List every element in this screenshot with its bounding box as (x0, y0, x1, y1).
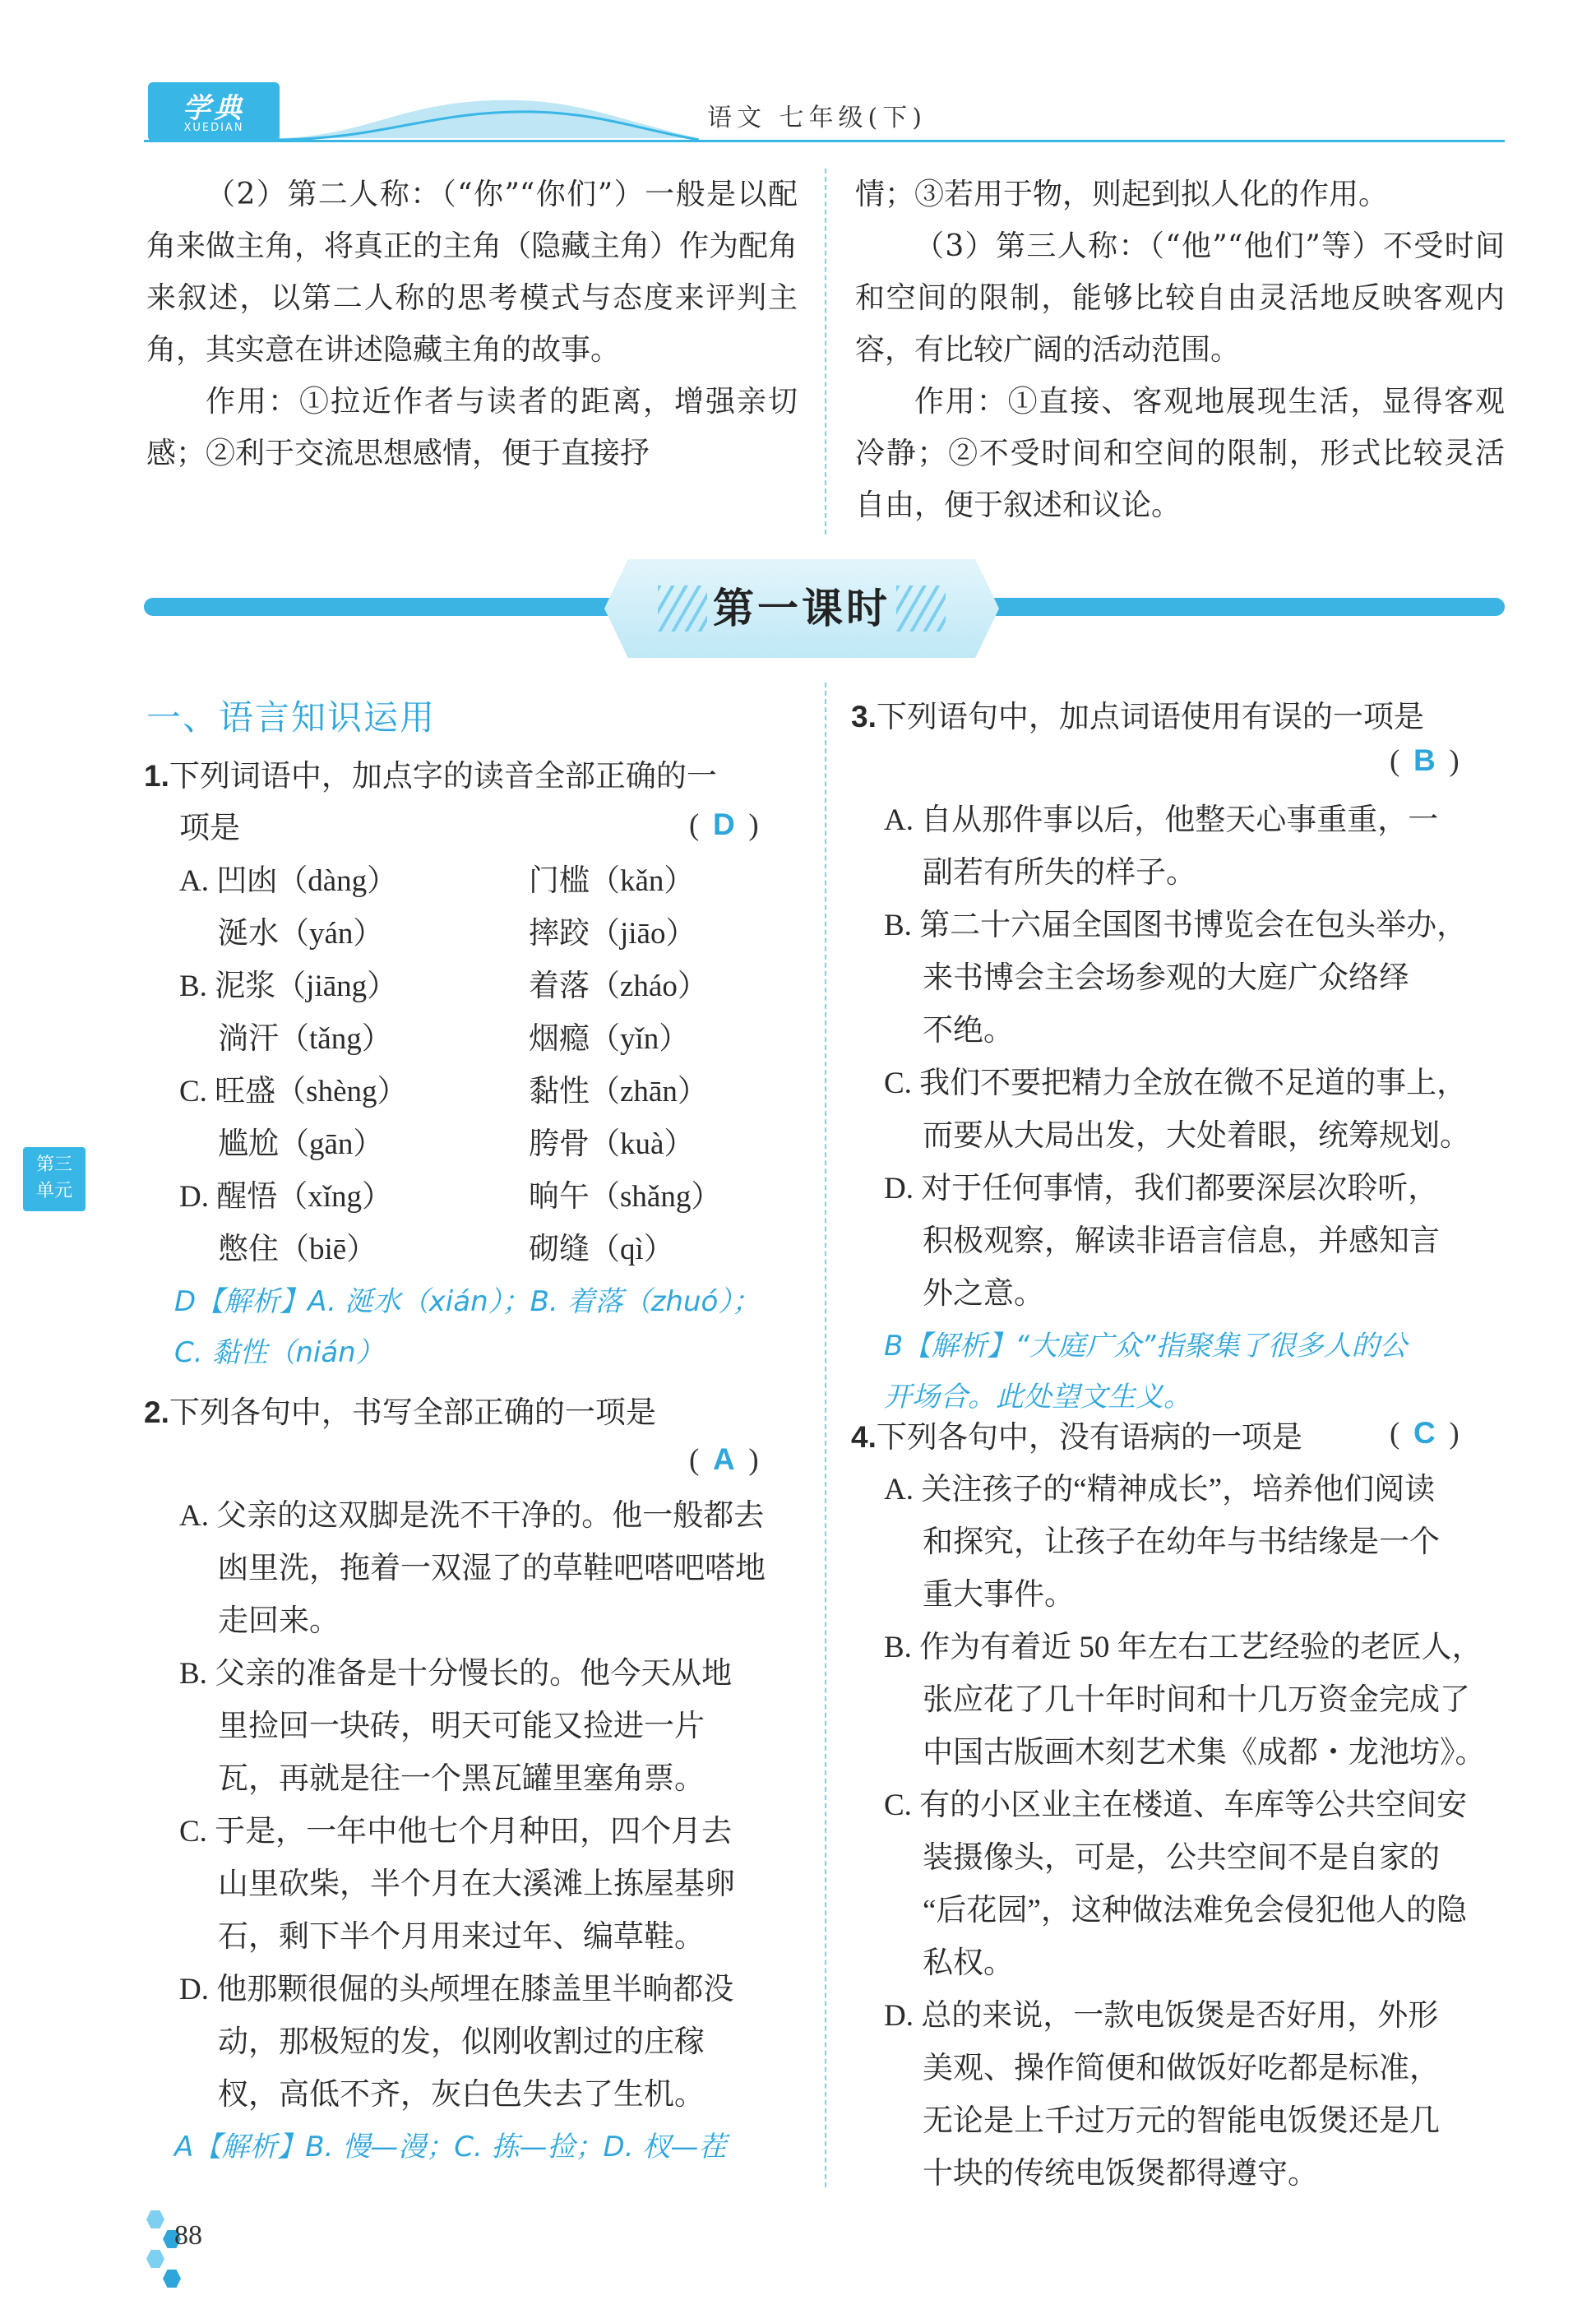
answer-explanation: C. 黏性（nián） (174, 1336, 384, 1369)
option-line: B. 作为有着近 50 年左右工艺经验的老匠人， (884, 1631, 1483, 1664)
answer-bracket: ( A ) (689, 1442, 759, 1477)
page-number: 88 (174, 2220, 202, 2251)
header-wave-decoration (271, 89, 699, 143)
option-a-word-3: 涎水（yán） (218, 917, 384, 951)
intro-paragraph: （2）第二人称：（“你”“你们”）一般是以配角来做主角，将真正的主角（隐藏主角）作为配角来叙述，以第二人称的思考模式与态度来评判主角，其实意在讲述隐藏主角的故事。 (146, 178, 798, 367)
header-subject: 语文 七年级(下) (707, 104, 927, 132)
option-line: 里捡回一块砖，明天可能又捡进一片 (218, 1710, 705, 1743)
hexagon-decoration (146, 2250, 164, 2268)
column-divider (825, 169, 826, 534)
hexagon-decoration (146, 2210, 164, 2228)
option-d-word-1: D. 醒悟（xǐng） (179, 1180, 392, 1214)
intro-paragraph: 作用：①拉近作者与读者的距离，增强亲切感；②利于交流思想感情，便于直接抒 (146, 385, 798, 470)
option-line: B. 父亲的准备是十分慢长的。他今天从地 (179, 1657, 733, 1691)
logo-subtext: XUEDIAN (183, 122, 244, 134)
option-line: 和探究，让孩子在幼年与书结缘是一个 (923, 1525, 1440, 1559)
option-line: D. 对于任何事情，我们都要深层次聆听， (884, 1172, 1439, 1205)
unit-side-tab (23, 1147, 86, 1211)
question-3-stem (851, 691, 1424, 744)
question-number: 1. (144, 759, 169, 793)
option-d-word-4: 砌缝（qì） (529, 1233, 674, 1266)
question-text: 项是 (179, 812, 240, 845)
intro-right-column (855, 169, 1505, 531)
option-line: 中国古版画木刻艺术集《成都・龙池坊》。 (923, 1736, 1486, 1770)
option-line: 十块的传统电饭煲都得遵守。 (923, 2157, 1318, 2191)
option-c-word-2: 黏性（zhān） (529, 1075, 708, 1108)
question-text: 下列语句中，加点词语使用有误的一项是 (876, 701, 1424, 734)
option-line: 走回来。 (218, 1604, 340, 1638)
option-a-word-2: 门槛（kǎn） (529, 864, 695, 898)
section-heading: 一、语言知识运用 (146, 697, 437, 738)
option-line: 来书博会主会场参观的大庭广众络绎 (923, 961, 1409, 995)
hexagon-decoration (163, 2270, 181, 2288)
option-line: 外之意。 (923, 1277, 1044, 1311)
option-b-word-2: 着落（zháo） (529, 969, 708, 1003)
unit-tab-line: 第三 (35, 1155, 72, 1175)
option-line: 动，那极短的发，似刚收割过的庄稼 (218, 2025, 705, 2059)
banner-bar-left (144, 598, 621, 616)
logo-text: 学典 (183, 92, 245, 125)
answer-bracket: ( B ) (1390, 743, 1460, 778)
option-line: 积极观察，解读非语言信息，并感知言 (923, 1224, 1440, 1258)
intro-paragraph: （3）第三人称：（“他”“他们”等）不受时间和空间的限制，能够比较自由灵活地反映客观内容，有比较广阔的活动范围。 (855, 229, 1505, 367)
option-line: A. 关注孩子的“精神成长”，培养他们阅读 (884, 1473, 1436, 1506)
option-line: 美观、操作简便和做饭好吃都是标准， (923, 2052, 1440, 2085)
question-text: 下列词语中，加点字的读音全部正确的一 (169, 760, 717, 794)
question-number: 2. (144, 1395, 169, 1429)
question-number: 3. (851, 700, 877, 733)
option-line: D. 总的来说，一款电饭煲是否好用，外形 (884, 1999, 1439, 2033)
question-1-stem (144, 750, 717, 803)
option-line: 瓦，再就是往一个黑瓦罐里塞角票。 (218, 1762, 705, 1796)
option-line: C. 我们不要把精力全放在微不足道的事上， (884, 1067, 1468, 1100)
option-line: B. 第二十六届全国图书博览会在包头举办， (884, 909, 1468, 942)
answer-explanation: D【解析】A. 涎水（xián）；B. 着落（zhuó）； (174, 1285, 761, 1318)
option-line: 私权。 (923, 1946, 1014, 1980)
option-line: 杈，高低不齐，灰白色失去了生机。 (218, 2078, 705, 2112)
option-line: A. 父亲的这双脚是洗不干净的。他一般都去 (179, 1499, 765, 1533)
option-c-word-4: 胯骨（kuà） (529, 1127, 695, 1161)
answer-explanation: B【解析】“大庭广众”指聚集了很多人的公 (884, 1330, 1408, 1363)
option-line: C. 有的小区业主在楼道、车库等公共空间安 (884, 1789, 1468, 1822)
option-c-word-3: 尴尬（gān） (218, 1127, 384, 1161)
question-text: 下列各句中，书写全部正确的一项是 (169, 1396, 656, 1430)
question-number: 4. (851, 1420, 877, 1454)
column-divider (825, 683, 826, 2187)
option-line: D. 他那颗很倔的头颅埋在膝盖里半晌都没 (179, 1973, 734, 2006)
option-a-word-1: A. 凹凼（dàng） (179, 864, 398, 898)
answer-bracket: ( C ) (1390, 1416, 1460, 1451)
option-c-word-1: C. 旺盛（shèng） (179, 1075, 408, 1108)
intro-paragraph: 作用：①直接、客观地展现生活，显得客观冷静；②不受时间和空间的限制，形式比较灵活自由，便于叙述和议论。 (855, 385, 1505, 522)
answer-explanation: 开场合。此处望文生义。 (884, 1381, 1191, 1414)
option-line: 无论是上千过万元的智能电饭煲还是几 (923, 2104, 1440, 2138)
intro-paragraph: 情；③若用于物，则起到拟人化的作用。 (855, 178, 1389, 211)
option-line: 凼里洗，拖着一双湿了的草鞋吧嗒吧嗒地 (218, 1552, 766, 1585)
option-line: 张应花了几十年时间和十几万资金完成了 (923, 1683, 1470, 1717)
option-d-word-2: 晌午（shǎng） (529, 1180, 722, 1214)
header-rule (144, 140, 1505, 142)
answer-letter: B (1413, 743, 1436, 777)
option-line: A. 自从那件事以后，他整天心事重重，一 (884, 803, 1439, 837)
option-b-word-1: B. 泥浆（jiāng） (179, 969, 398, 1003)
option-line: 石，剩下半个月用来过年、编草鞋。 (218, 1920, 705, 1954)
answer-letter: A (712, 1442, 735, 1476)
question-2-stem (144, 1386, 656, 1440)
option-line: C. 于是，一年中他七个月种田，四个月去 (179, 1815, 733, 1849)
option-line: “后花园”，这种做法难免会侵犯他人的隐 (923, 1894, 1467, 1927)
option-line: 装摄像头，可是，公共空间不是自家的 (923, 1841, 1440, 1875)
option-a-word-4: 摔跤（jiāo） (529, 917, 696, 951)
intro-left-column (146, 169, 798, 479)
option-line: 而要从大局出发，大处着眼，统筹规划。 (923, 1119, 1470, 1153)
answer-letter: C (1413, 1416, 1436, 1450)
option-line: 副若有所失的样子。 (923, 856, 1196, 890)
option-d-word-3: 憋住（biē） (218, 1233, 377, 1266)
answer-letter: D (712, 807, 735, 841)
question-text: 下列各句中，没有语病的一项是 (876, 1421, 1302, 1455)
publisher-logo (148, 82, 280, 141)
option-line: 重大事件。 (923, 1578, 1075, 1612)
answer-explanation: A【解析】B. 慢—漫；C. 拣—捡；D. 杈—茬 (174, 2131, 727, 2163)
option-b-word-4: 烟瘾（yǐn） (529, 1022, 690, 1056)
option-b-word-3: 淌汗（tǎng） (218, 1022, 392, 1056)
question-4-stem (851, 1411, 1302, 1465)
option-line: 不绝。 (923, 1014, 1014, 1048)
banner-bar-right (983, 598, 1505, 616)
unit-tab-line: 单元 (35, 1181, 72, 1201)
answer-bracket: ( D ) (689, 807, 759, 842)
option-line: 山里砍柴，半个月在大溪滩上拣屋基卵 (218, 1867, 735, 1901)
lesson-title: 第一课时 (713, 585, 891, 632)
